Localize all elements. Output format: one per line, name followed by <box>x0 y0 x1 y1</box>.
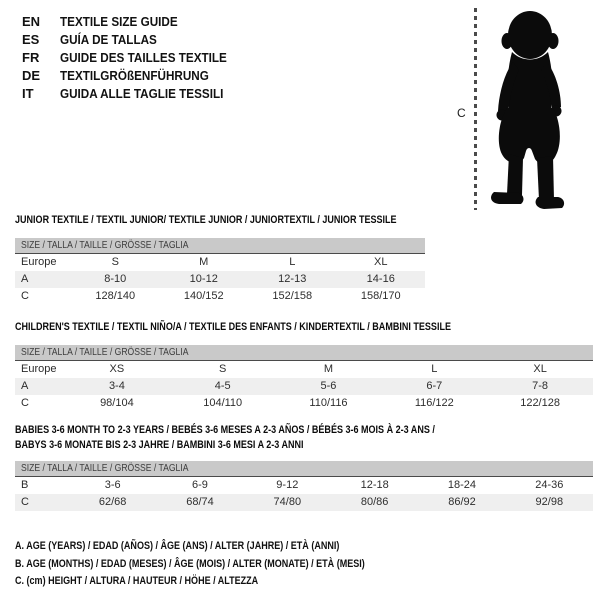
size-header-bar <box>15 345 593 361</box>
language-row <box>22 67 245 85</box>
size-value-cell: M <box>323 363 334 375</box>
size-value-cell: S <box>219 363 227 375</box>
size-value-cell: L <box>289 256 296 268</box>
size-value-cell: 3-6 <box>104 479 121 491</box>
size-table-row-a <box>15 378 593 395</box>
size-header-bar <box>15 238 425 254</box>
legend-line-c: C. (cm) HEIGHT / ALTURA / HAUTEUR / HÖHE / ALTEZZA <box>15 575 259 587</box>
row-label: C <box>15 494 69 511</box>
size-value-cell: 158/170 <box>360 290 401 302</box>
guide-title-es: GUÍA DE TALLAS <box>60 32 157 47</box>
size-value-cell: 12-18 <box>360 479 389 491</box>
size-value-cell: 3-4 <box>64 378 170 395</box>
row-label: Europe <box>21 256 57 268</box>
guide-title-fr: GUIDE DES TAILLES TEXTILE <box>60 50 227 65</box>
size-value-cell: 10-12 <box>160 271 249 288</box>
language-row <box>22 49 245 67</box>
junior-size-grid <box>15 254 425 305</box>
size-value-cell: 8-10 <box>71 271 160 288</box>
size-value-cell: 152/158 <box>272 290 313 302</box>
size-value-cell: 128/140 <box>95 290 136 302</box>
size-header-label: SIZE / TALLA / TAILLE / GRÖSSE / TAGLIA <box>21 346 189 358</box>
size-value-cell: 110/116 <box>309 397 348 409</box>
language-row <box>22 85 245 103</box>
size-value-cell: 116/122 <box>414 397 454 409</box>
size-table-row-b <box>15 477 593 494</box>
size-value-cell: 7-8 <box>487 378 593 395</box>
language-code: ES <box>22 32 40 47</box>
size-value-cell: 74/80 <box>244 494 331 511</box>
size-value-cell: S <box>111 256 119 268</box>
size-header-bar <box>15 461 593 477</box>
size-value-cell: 9-12 <box>276 479 299 491</box>
size-value-cell: 4-5 <box>170 378 276 395</box>
size-value-cell: 18-24 <box>447 479 477 491</box>
size-value-cell: 5-6 <box>276 378 382 395</box>
size-value-cell: 98/104 <box>100 397 134 409</box>
guide-title-de: TEXTILGRÖßENFÜHRUNG <box>60 68 209 83</box>
size-value-cell: 6-9 <box>192 479 208 491</box>
language-title-list <box>22 13 245 103</box>
size-value-cell: M <box>199 256 209 268</box>
size-value-cell: 140/152 <box>183 290 224 302</box>
children-table-title: CHILDREN'S TEXTILE / TEXTIL NIÑO/A / TEXTILE DES ENFANTS / KINDERTEXTIL / BAMBINI TESSILE <box>15 321 451 333</box>
language-code: FR <box>22 50 40 65</box>
measure-legend <box>15 538 442 591</box>
toddler-silhouette <box>486 8 574 210</box>
size-value-cell: XL <box>374 256 388 268</box>
row-label: B <box>21 479 29 491</box>
size-value-cell: 62/68 <box>69 494 156 511</box>
size-value-cell: 86/92 <box>418 494 505 511</box>
size-value-cell: 104/110 <box>203 397 243 409</box>
row-label: A <box>15 378 64 395</box>
height-measure-label: C <box>457 106 466 120</box>
language-code: DE <box>22 68 41 83</box>
children-size-grid <box>15 361 593 412</box>
size-value-cell: 6-7 <box>381 378 487 395</box>
size-value-cell: XL <box>533 363 547 375</box>
size-value-cell: 14-16 <box>337 271 426 288</box>
size-value-cell: 68/74 <box>156 494 243 511</box>
size-value-cell: L <box>431 363 438 375</box>
row-label: Europe <box>21 363 57 375</box>
size-value-cell: 80/86 <box>331 494 418 511</box>
children-size-table <box>15 345 593 412</box>
size-table-row-c <box>15 288 425 305</box>
size-value-cell: 122/128 <box>520 397 560 409</box>
size-table-row-c <box>15 494 593 511</box>
babies-size-grid <box>15 477 593 511</box>
height-measure-dashed-line <box>474 8 477 210</box>
row-label: C <box>21 397 29 409</box>
size-table-row-europe <box>15 361 593 378</box>
size-value-cell: 24-36 <box>535 479 564 491</box>
babies-table-title: BABIES 3-6 MONTH TO 2-3 YEARS / BEBÉS 3-6 MESES A 2-3 AÑOS / BÉBÉS 3-6 MOIS À 2-3 ANS / BABYS 3-6 MONATE BIS 2-3 JAHRE / BAMBINI 3-6 MESI A 2-3 ANNI <box>15 424 435 451</box>
row-label: A <box>15 271 71 288</box>
size-table-row-europe <box>15 254 425 271</box>
guide-title-it: GUIDA ALLE TAGLIE TESSILI <box>60 86 224 101</box>
size-header-label: SIZE / TALLA / TAILLE / GRÖSSE / TAGLIA <box>21 239 189 251</box>
size-header-label: SIZE / TALLA / TAILLE / GRÖSSE / TAGLIA <box>21 462 189 474</box>
size-table-row-c <box>15 395 593 412</box>
size-value-cell: 92/98 <box>506 494 593 511</box>
legend-line-a: A. AGE (YEARS) / EDAD (AÑOS) / ÂGE (ANS) / ALTER (JAHRE) / ETÀ (ANNI) <box>15 540 340 552</box>
junior-size-table <box>15 238 425 305</box>
size-value-cell: 12-13 <box>248 271 337 288</box>
row-label: C <box>21 290 29 302</box>
language-row <box>22 13 245 31</box>
legend-line-b: B. AGE (MONTHS) / EDAD (MESES) / ÂGE (MOIS) / ALTER (MONATE) / ETÀ (MESI) <box>15 557 365 570</box>
size-table-row-a <box>15 271 425 288</box>
babies-size-table <box>15 461 593 511</box>
language-code: IT <box>22 86 34 101</box>
language-row <box>22 31 245 49</box>
junior-table-title: JUNIOR TEXTILE / TEXTIL JUNIOR/ TEXTILE JUNIOR / JUNIORTEXTIL / JUNIOR TESSILE <box>15 214 397 226</box>
language-code: EN <box>22 14 41 29</box>
size-value-cell: XS <box>109 363 125 375</box>
guide-title-en: TEXTILE SIZE GUIDE <box>60 14 178 29</box>
